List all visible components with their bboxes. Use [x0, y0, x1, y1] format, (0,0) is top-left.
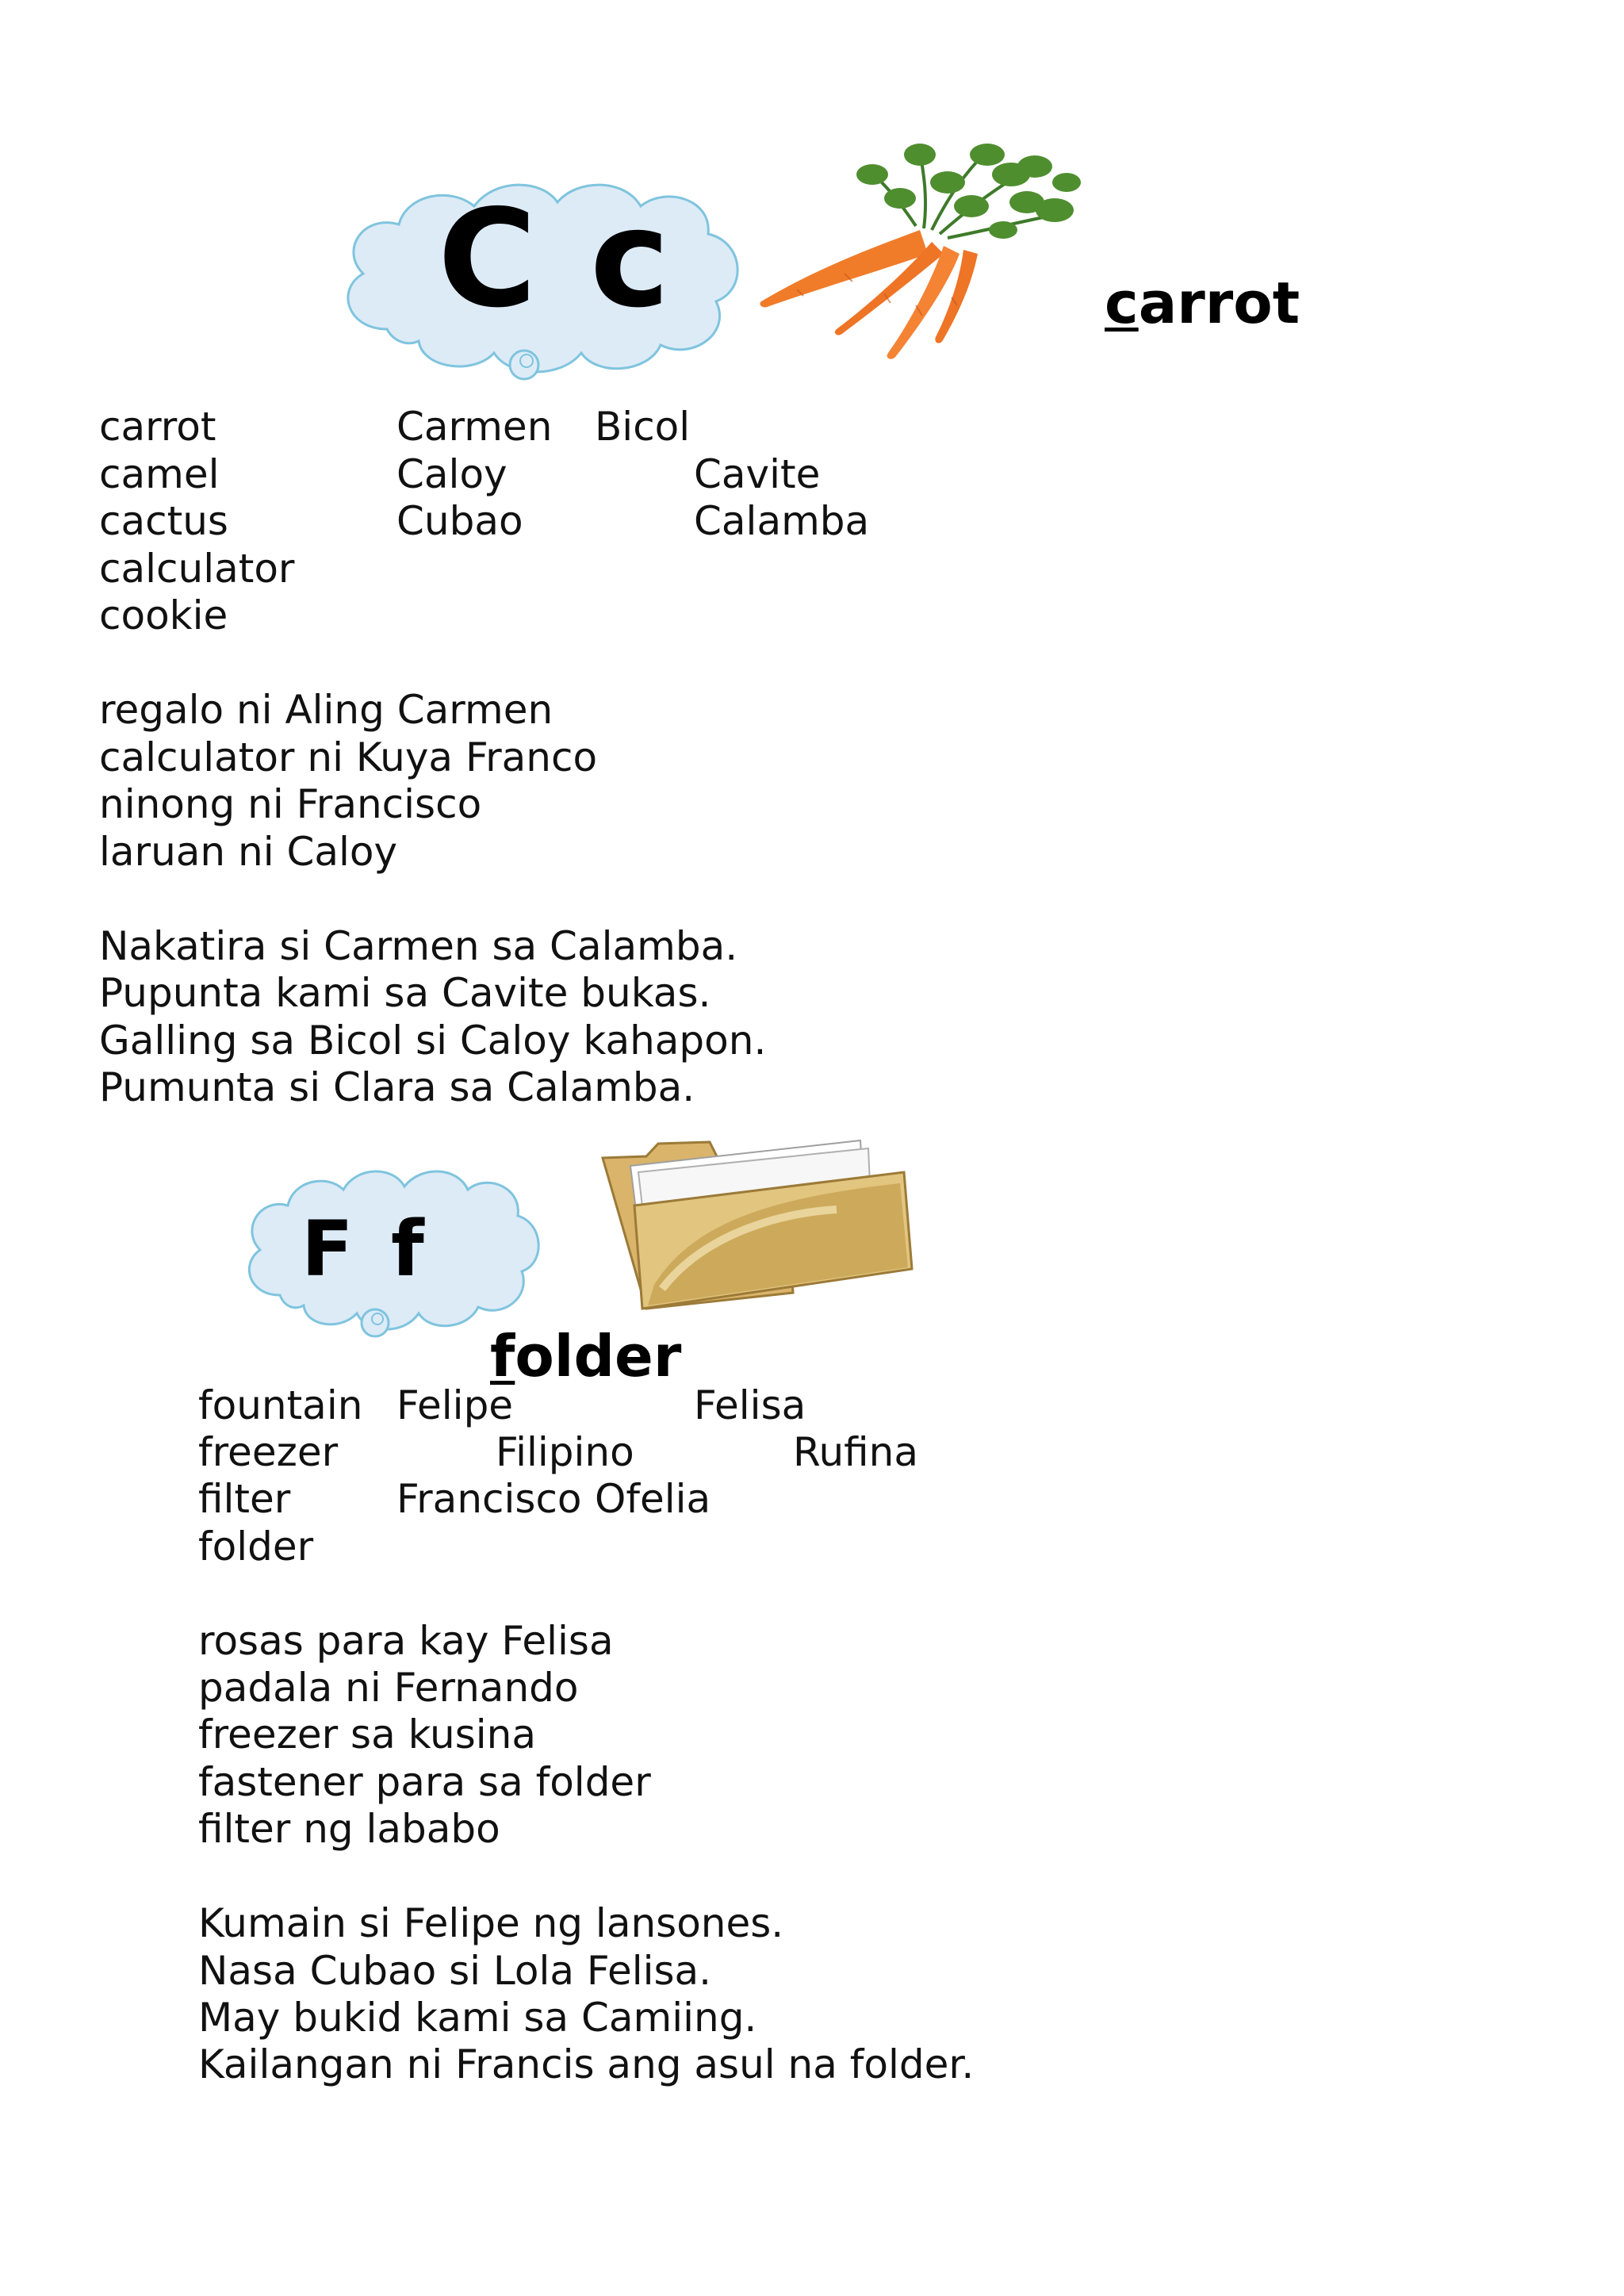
list-item: cactus	[99, 498, 228, 544]
sentence-line: Kailangan ni Francis ang asul na folder.	[198, 2041, 975, 2087]
phrase-line: laruan ni Caloy	[99, 829, 398, 875]
list-item: Francisco	[396, 1476, 582, 1522]
list-item: cookie	[99, 592, 228, 638]
list-item: Calamba	[694, 498, 870, 544]
list-item: camel	[99, 451, 220, 497]
word-carrot	[1105, 270, 1300, 336]
letter-c-pair: C c	[438, 181, 673, 338]
letter-f-pair: F f	[301, 1205, 424, 1294]
sentence-line: Pupunta kami sa Cavite bukas.	[99, 970, 711, 1016]
list-item: Filipino	[496, 1429, 634, 1475]
list-item: Carmen	[396, 404, 553, 450]
list-item: Cubao	[396, 498, 523, 544]
phrase-line: rosas para kay Felisa	[198, 1618, 614, 1664]
sentence-line: Galling sa Bicol si Caloy kahapon.	[99, 1018, 767, 1064]
sentence-line: Nasa Cubao si Lola Felisa.	[198, 1948, 712, 1994]
phrase-line: padala ni Fernando	[198, 1665, 579, 1711]
list-item: freezer	[198, 1429, 339, 1475]
phrase-line: regalo ni Aling Carmen	[99, 687, 553, 733]
list-item: Felisa	[694, 1382, 806, 1428]
list-item: Rufina	[793, 1429, 919, 1475]
list-item: fountain	[198, 1382, 363, 1428]
list-item: filter	[198, 1476, 291, 1522]
phrase-line: calculator ni Kuya Franco	[99, 734, 598, 780]
list-item: Felipe	[396, 1382, 514, 1428]
carrot-image	[749, 135, 1122, 368]
word-folder-first-letter: f	[490, 1323, 515, 1389]
word-folder	[490, 1323, 681, 1389]
sentence-line: Nakatira si Carmen sa Calamba.	[99, 923, 738, 969]
phrase-line: ninong ni Francisco	[99, 781, 482, 827]
phrase-line: freezer sa kusina	[198, 1711, 537, 1757]
list-item: Cavite	[694, 451, 821, 497]
word-carrot-first-letter: c	[1105, 270, 1139, 336]
list-item: carrot	[99, 404, 216, 450]
phrase-line: fastener para sa folder	[198, 1759, 651, 1805]
folder-image	[599, 1134, 916, 1320]
word-carrot-rest: arrot	[1138, 270, 1300, 336]
phrase-line: filter ng lababo	[198, 1806, 500, 1852]
list-item: Bicol	[595, 404, 691, 450]
sentence-line: Pumunta si Clara sa Calamba.	[99, 1064, 695, 1110]
list-item: calculator	[99, 546, 295, 592]
list-item: Ofelia	[595, 1476, 711, 1522]
list-item: Caloy	[396, 451, 508, 497]
word-folder-rest: older	[515, 1323, 682, 1389]
sentence-line: May bukid kami sa Camiing.	[198, 1995, 757, 2041]
sentence-line: Kumain si Felipe ng lansones.	[198, 1900, 784, 1946]
list-item: folder	[198, 1524, 314, 1570]
